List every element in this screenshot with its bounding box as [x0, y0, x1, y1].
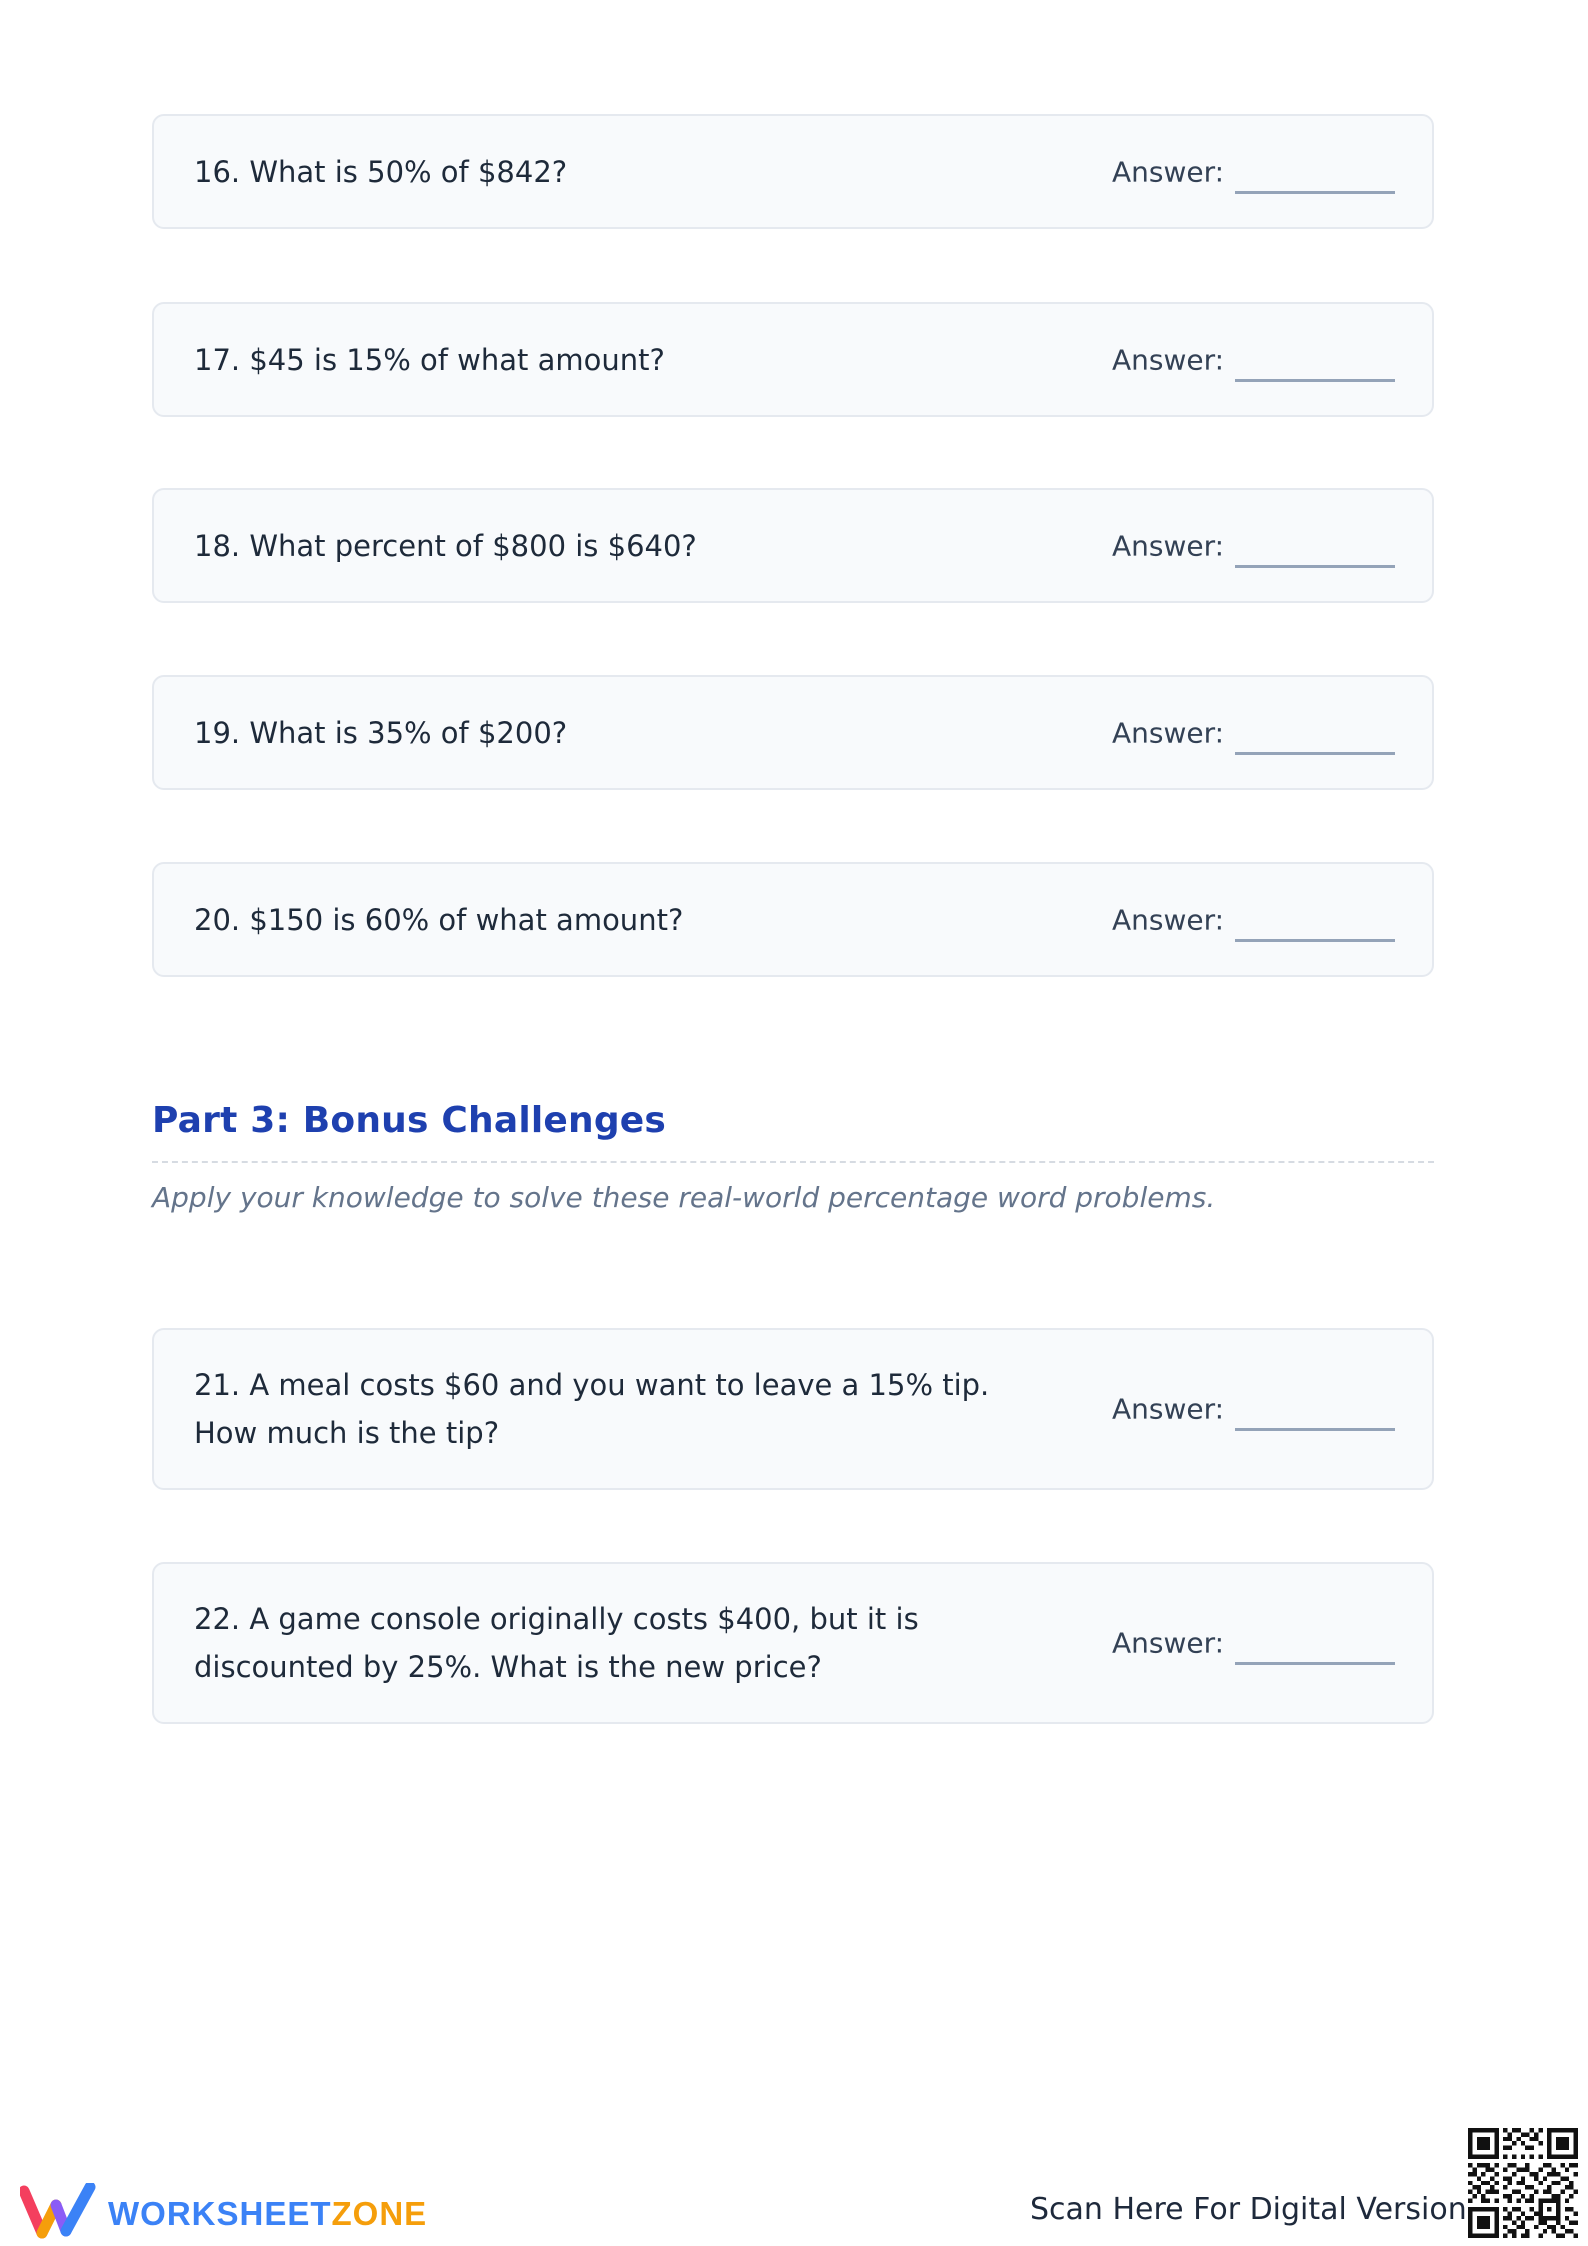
question-text: 22. A game console originally costs $400, but it is discounted by 25%. What is the new price?	[194, 1602, 919, 1684]
question-card-17	[152, 302, 1434, 417]
question-text: 19. What is 35% of $200?	[194, 715, 568, 750]
answer-label: Answer:	[1112, 1392, 1225, 1426]
brand-name	[108, 2195, 427, 2233]
question-text: 16. What is 50% of $842?	[194, 154, 568, 189]
question-text: 20. $150 is 60% of what amount?	[194, 902, 684, 937]
brand-logo[interactable]	[20, 2183, 440, 2239]
answer-label: Answer:	[1112, 343, 1225, 376]
section-divider	[152, 1161, 1434, 1163]
answer-label: Answer:	[1112, 903, 1225, 936]
question-card-22	[152, 1562, 1434, 1724]
question-card-18	[152, 488, 1434, 603]
section-title: Part 3: Bonus Challenges	[152, 1100, 667, 1141]
section-subtitle: Apply your knowledge to solve these real-world percentage word problems.	[152, 1181, 1216, 1214]
answer-label: Answer:	[1112, 1626, 1225, 1660]
answer-blank[interactable]	[1235, 379, 1395, 382]
answer-label: Answer:	[1112, 716, 1225, 749]
worksheetzone-logo-icon	[20, 2183, 96, 2239]
answer-blank[interactable]	[1235, 939, 1395, 942]
qr-code-icon[interactable]	[1468, 2128, 1578, 2238]
brand-name-part2: ZONE	[331, 2195, 428, 2232]
question-text: 21. A meal costs $60 and you want to leave a 15% tip. How much is the tip?	[194, 1368, 990, 1450]
brand-name-part1: WORKSHEET	[108, 2195, 332, 2232]
question-text: 18. What percent of $800 is $640?	[194, 528, 697, 563]
question-card-20	[152, 862, 1434, 977]
question-card-16	[152, 114, 1434, 229]
answer-blank[interactable]	[1235, 191, 1395, 194]
question-card-21	[152, 1328, 1434, 1490]
question-card-19	[152, 675, 1434, 790]
answer-blank[interactable]	[1235, 752, 1395, 755]
answer-blank[interactable]	[1235, 565, 1395, 568]
answer-blank[interactable]	[1235, 1662, 1395, 1665]
answer-label: Answer:	[1112, 529, 1225, 562]
answer-blank[interactable]	[1235, 1428, 1395, 1431]
answer-label: Answer:	[1112, 155, 1225, 188]
question-text: 17. $45 is 15% of what amount?	[194, 342, 665, 377]
scan-instruction: Scan Here For Digital Version	[1030, 2192, 1467, 2227]
